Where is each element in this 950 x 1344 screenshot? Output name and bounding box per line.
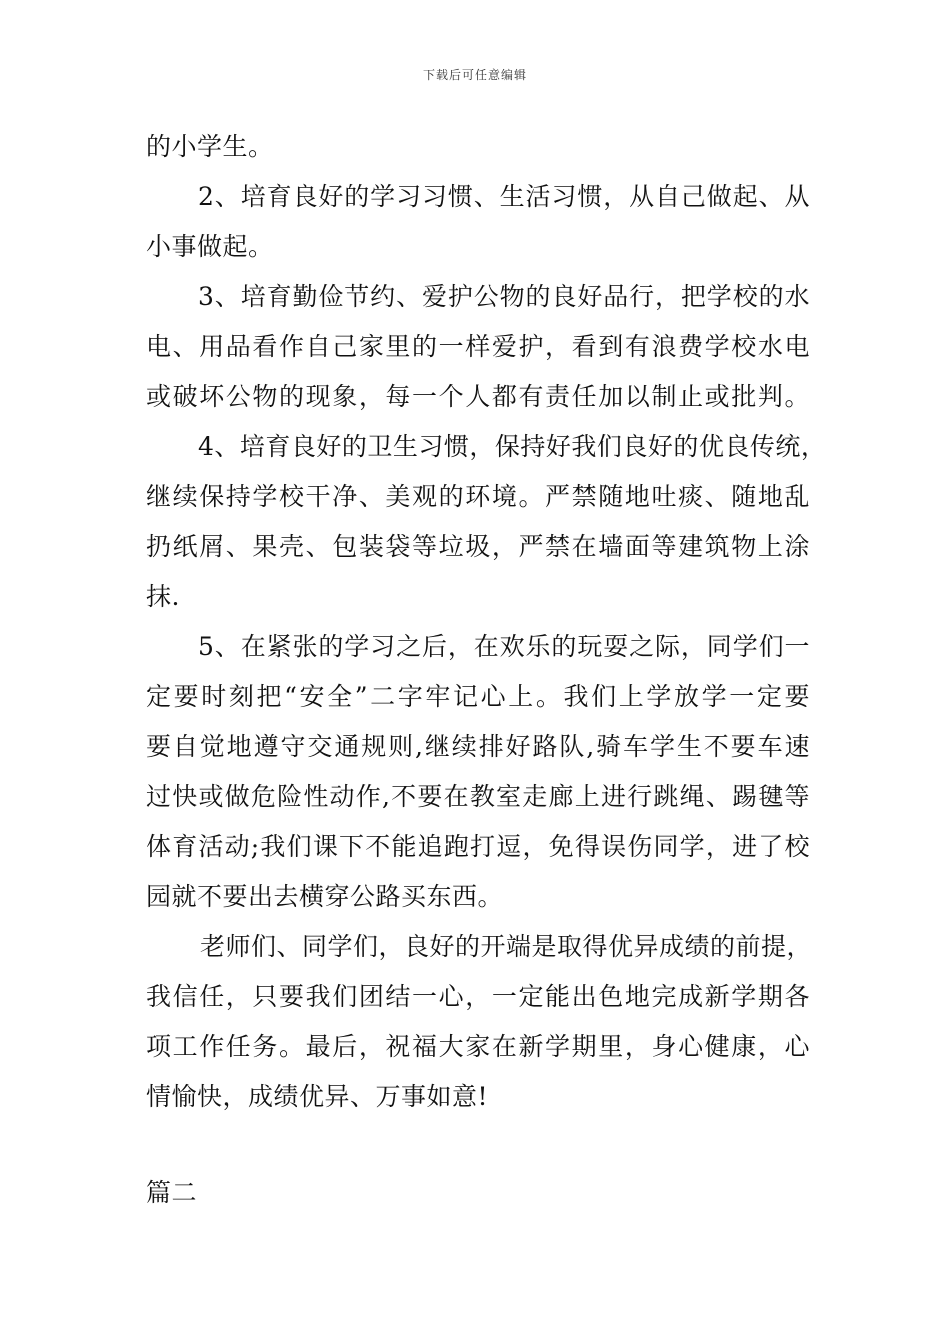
paragraph-2-line-2: 小事做起。 xyxy=(146,232,274,261)
paragraph-3-line-2: 电、用品看作自己家里的一样爱护，看到有浪费学校水电 xyxy=(146,332,810,361)
paragraph-5-line-4: 过快或做危险性动作,不要在教室走廊上进行跳绳、踢毽等 xyxy=(146,782,810,811)
paragraph-5-line-1: 5、在紧张的学习之后，在欢乐的玩耍之际，同学们一 xyxy=(198,632,810,661)
paragraph-5-line-5: 体育活动;我们课下不能追跑打逗，免得误伤同学，进了校 xyxy=(146,832,810,861)
paragraph-3-line-3: 或破坏公物的现象，每一个人都有责任加以制止或批判。 xyxy=(146,382,810,411)
paragraph-5-line-2: 定要时刻把“安全”二字牢记心上。我们上学放学一定要 xyxy=(146,682,810,711)
text-line: 的小学生。 xyxy=(146,132,274,161)
paragraph-5-line-6: 园就不要出去横穿公路买东西。 xyxy=(146,882,504,911)
paragraph-6-line-1: 老师们、同学们，良好的开端是取得优异成绩的前提， xyxy=(200,932,813,961)
page-header: 下载后可任意编辑 xyxy=(422,68,527,82)
paragraph-6-line-3: 项工作任务。最后，祝福大家在新学期里，身心健康，心 xyxy=(146,1032,810,1061)
paragraph-6-line-2: 我信任，只要我们团结一心，一定能出色地完成新学期各 xyxy=(146,982,810,1011)
paragraph-2-line-1: 2、培育良好的学习习惯、生活习惯，从自己做起、从 xyxy=(198,182,810,211)
paragraph-4-line-2: 继续保持学校干净、美观的环境。严禁随地吐痰、随地乱 xyxy=(146,482,810,511)
paragraph-4-line-3: 扔纸屑、果壳、包装袋等垃圾，严禁在墙面等建筑物上涂 xyxy=(146,532,810,561)
paragraph-4-line-1: 4、培育良好的卫生习惯，保持好我们良好的优良传统， xyxy=(198,432,827,461)
section-heading: 篇二 xyxy=(146,1178,198,1207)
paragraph-6-line-4: 情愉快，成绩优异、万事如意! xyxy=(146,1082,489,1111)
paragraph-5-line-3: 要自觉地遵守交通规则,继续排好路队,骑车学生不要车速 xyxy=(146,732,810,761)
paragraph-4-line-4: 抹. xyxy=(146,582,180,611)
paragraph-3-line-1: 3、培育勤俭节约、爱护公物的良好品行，把学校的水 xyxy=(198,282,810,311)
